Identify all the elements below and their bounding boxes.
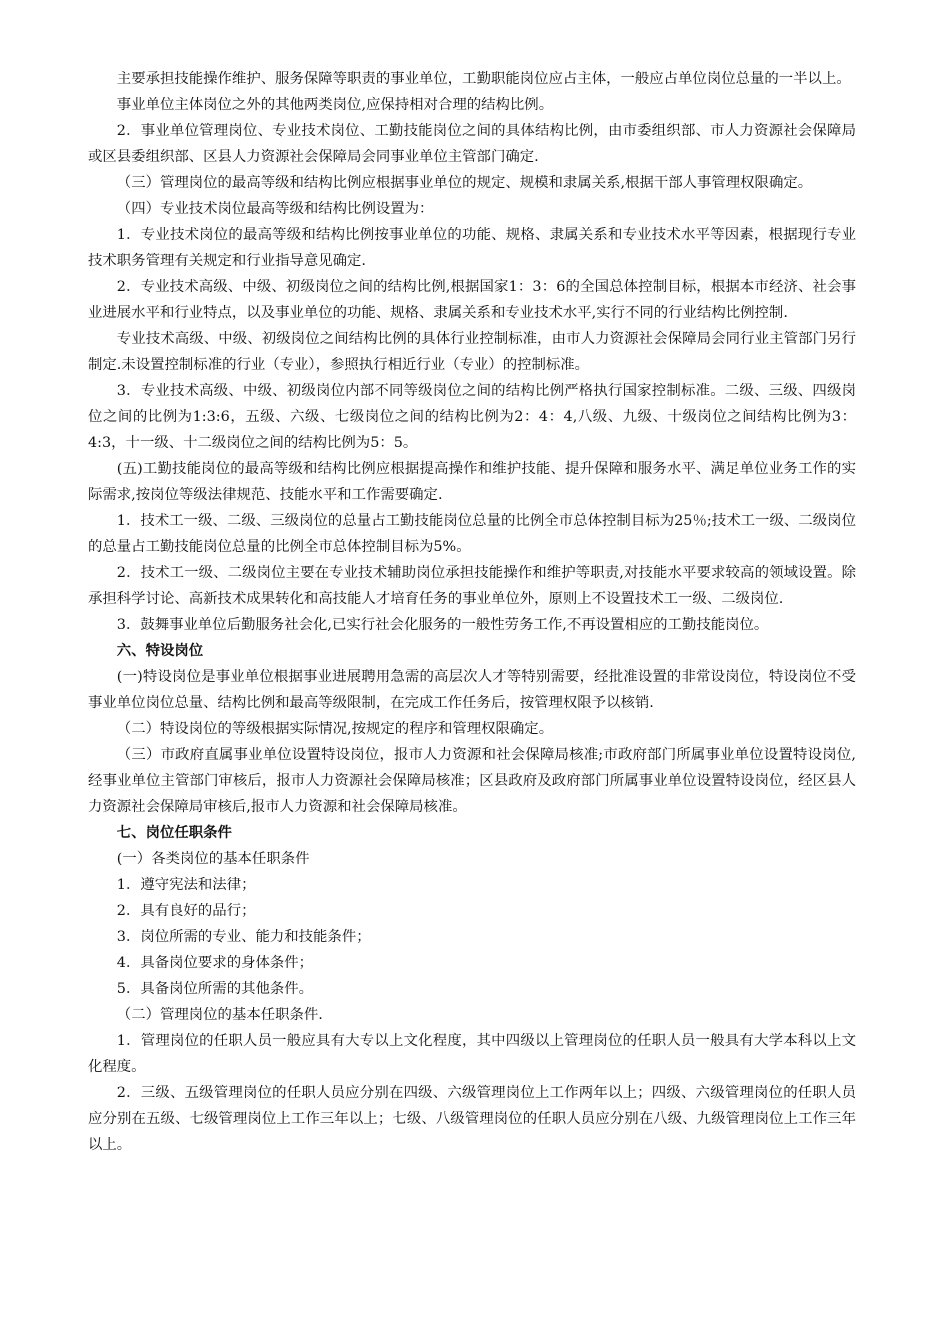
- paragraph: 1．遵守宪法和法律；: [116, 877, 256, 893]
- paragraph: 3．专业技术高级、中级、初级岗位内部不同等级岗位之间的结构比例严格执行国家控制标准。二级、三级、四级岗位之间的比例为1:3:6，五级、六级、七级岗位之间的结构比例为2：4：4,八级、九级、十级岗位之间结构比例为3：4:3，十一级、十二级岗位之间的结构比例为5：5。: [88, 383, 856, 451]
- paragraph: 2．技术工一级、二级岗位主要在专业技术辅助岗位承担技能操作和维护等职责,对技能水平要求较高的领域设置。除承担科学讨论、高新技术成果转化和高技能人才培育任务的事业单位外，原则上不设置技术工一级、二级岗位.: [88, 565, 856, 607]
- paragraph: 3．岗位所需的专业、能力和技能条件；: [116, 929, 371, 945]
- paragraph: 事业单位主体岗位之外的其他两类岗位,应保持相对合理的结构比例。: [116, 97, 554, 113]
- paragraph: 2．三级、五级管理岗位的任职人员应分别在四级、六级管理岗位上工作两年以上；四级、六级管理岗位的任职人员应分别在五级、七级管理岗位上工作三年以上；七级、八级管理岗位的任职人员应分别在八级、九级管理岗位上工作三年以上。: [88, 1085, 856, 1153]
- paragraph: （二）管理岗位的基本任职条件.: [116, 1007, 323, 1023]
- paragraph: 2．专业技术高级、中级、初级岗位之间的结构比例,根据国家1：3：6的全国总体控制目标，根据本市经济、社会事业进展水平和行业特点，以及事业单位的功能、规格、隶属关系和专业技术水平,实行不同的行业结构比例控制.: [88, 279, 856, 321]
- paragraph: 专业技术高级、中级、初级岗位之间结构比例的具体行业控制标准，由市人力资源社会保障局会同行业主管部门另行制定.未设置控制标准的行业（专业），参照执行相近行业（专业）的控制标准。: [88, 331, 856, 373]
- paragraph: (一)特设岗位是事业单位根据事业进展聘用急需的高层次人才等特别需要，经批准设置的非常设岗位，特设岗位不受事业单位岗位总量、结构比例和最高等级限制，在完成工作任务后，按管理权限予以核销.: [88, 669, 856, 711]
- paragraph: （二）特设岗位的等级根据实际情况,按规定的程序和管理权限确定。: [116, 721, 554, 737]
- paragraph: 1．专业技术岗位的最高等级和结构比例按事业单位的功能、规格、隶属关系和专业技术水平等因素，根据现行专业技术职务管理有关规定和行业指导意见确定.: [88, 227, 856, 269]
- section-heading: 七、岗位任职条件: [116, 824, 232, 841]
- paragraph: (五)工勤技能岗位的最高等级和结构比例应根据提高操作和维护技能、提升保障和服务水平、满足单位业务工作的实际需求,按岗位等级法律规范、技能水平和工作需要确定.: [88, 461, 856, 503]
- paragraph: 2．具有良好的品行；: [116, 903, 256, 919]
- paragraph: 1．管理岗位的任职人员一般应具有大专以上文化程度，其中四级以上管理岗位的任职人员一般具有大学本科以上文化程度。: [88, 1033, 856, 1075]
- paragraph: 主要承担技能操作维护、服务保障等职责的事业单位，工勤职能岗位应占主体，一般应占单位岗位总量的一半以上。: [116, 71, 851, 87]
- paragraph: (一）各类岗位的基本任职条件: [116, 851, 310, 867]
- paragraph: 4．具备岗位要求的身体条件；: [116, 955, 314, 971]
- paragraph: （三）市政府直属事业单位设置特设岗位，报市人力资源和社会保障局核准;市政府部门所属事业单位设置特设岗位,经事业单位主管部门审核后，报市人力资源社会保障局核准；区县政府及政府部门所属事业单位设置特设岗位，经区县人力资源社会保障局审核后,报市人力资源和社会保障局核准。: [88, 747, 856, 815]
- paragraph: 1．技术工一级、二级、三级岗位的总量占工勤技能岗位总量的比例全市总体控制目标为25％;技术工一级、二级岗位的总量占工勤技能岗位总量的比例全市总体控制目标为5%。: [88, 513, 856, 555]
- document-body: [88, 66, 856, 1158]
- paragraph: 5．具备岗位所需的其他条件。: [116, 981, 314, 997]
- paragraph: （四）专业技术岗位最高等级和结构比例设置为：: [116, 201, 434, 217]
- paragraph: 3．鼓舞事业单位后勤服务社会化,已实行社会化服务的一般性劳务工作,不再设置相应的工勤技能岗位。: [116, 617, 769, 633]
- paragraph: （三）管理岗位的最高等级和结构比例应根据事业单位的规定、规模和隶属关系,根据干部人事管理权限确定。: [116, 175, 813, 191]
- section-heading: 六、特设岗位: [116, 642, 204, 659]
- paragraph: 2．事业单位管理岗位、专业技术岗位、工勤技能岗位之间的具体结构比例，由市委组织部、市人力资源社会保障局或区县委组织部、区县人力资源社会保障局会同事业单位主管部门确定.: [88, 123, 856, 165]
